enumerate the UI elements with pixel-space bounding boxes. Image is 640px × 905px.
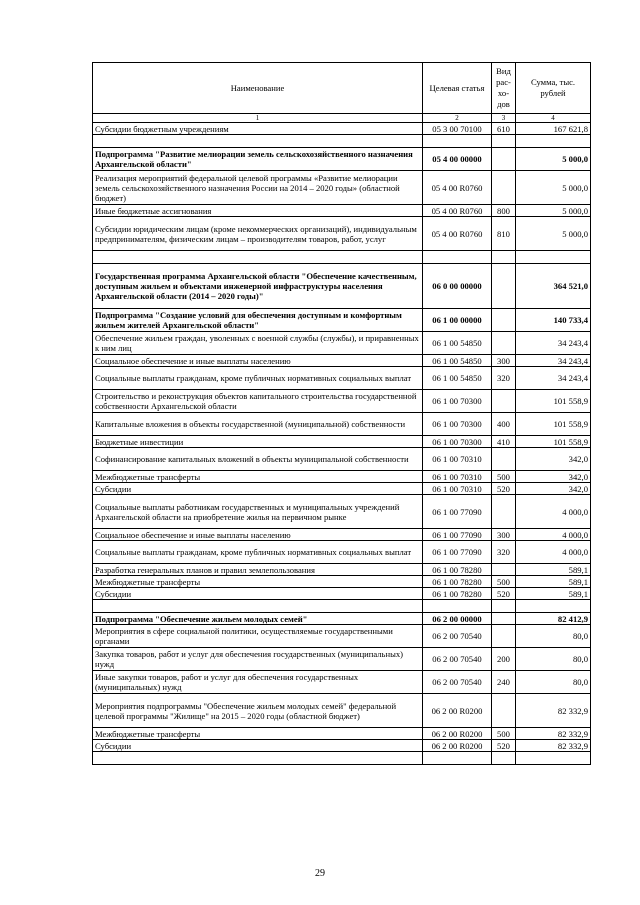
item-name: Межбюджетные трансферты bbox=[93, 576, 423, 588]
table-row bbox=[93, 740, 591, 752]
target-article-code: 06 1 00 70300 bbox=[423, 390, 492, 413]
expense-type-code: 800 bbox=[492, 205, 516, 217]
spacer-cell bbox=[93, 600, 423, 613]
table-row bbox=[93, 171, 591, 205]
target-article-code: 06 2 00 70540 bbox=[423, 671, 492, 694]
expense-type-code: 200 bbox=[492, 648, 516, 671]
item-name: Субсидии bbox=[93, 588, 423, 600]
table-row bbox=[93, 436, 591, 448]
target-article-code: 06 2 00 70540 bbox=[423, 648, 492, 671]
table-row bbox=[93, 671, 591, 694]
amount: 342,0 bbox=[516, 483, 591, 495]
expense-type-code bbox=[492, 448, 516, 471]
target-article-code: 05 4 00 R0760 bbox=[423, 205, 492, 217]
item-name: Субсидии bbox=[93, 740, 423, 752]
expense-type-code: 500 bbox=[492, 471, 516, 483]
amount: 140 733,4 bbox=[516, 309, 591, 332]
amount: 34 243,4 bbox=[516, 367, 591, 390]
item-name: Строительство и реконструкция объектов капитального строительства государственной собственности Архангельской области bbox=[93, 390, 423, 413]
expense-type-code bbox=[492, 264, 516, 309]
spacer-cell bbox=[516, 135, 591, 148]
target-article-code: 05 4 00 00000 bbox=[423, 148, 492, 171]
item-name: Разработка генеральных планов и правил землепользования bbox=[93, 564, 423, 576]
item-name: Мероприятия подпрограммы "Обеспечение жильем молодых семей" федеральной целевой программы "Жилище" на 2015 – 2020 годы (областной бюджет) bbox=[93, 694, 423, 728]
amount: 589,1 bbox=[516, 564, 591, 576]
table-row bbox=[93, 529, 591, 541]
item-name: Государственная программа Архангельской области "Обеспечение качественным, доступным жильем и объектами инженерной инфраструктуры населения Архангельской области (2014 – 2020 годы)" bbox=[93, 264, 423, 309]
header-row bbox=[93, 63, 591, 114]
item-name: Закупка товаров, работ и услуг для обеспечения государственных (муниципальных) нужд bbox=[93, 648, 423, 671]
amount: 82 332,9 bbox=[516, 740, 591, 752]
program-heading-row bbox=[93, 148, 591, 171]
item-name: Подпрограмма "Создание условий для обеспечения доступным и комфортным жильем жителей Архангельской области" bbox=[93, 309, 423, 332]
table-row bbox=[93, 217, 591, 251]
expense-type-code bbox=[492, 694, 516, 728]
target-article-code: 06 1 00 78280 bbox=[423, 564, 492, 576]
item-name: Социальные выплаты гражданам, кроме публичных нормативных социальных выплат bbox=[93, 367, 423, 390]
spacer-cell bbox=[93, 251, 423, 264]
target-article-code: 06 1 00 70300 bbox=[423, 413, 492, 436]
table-row bbox=[93, 332, 591, 355]
table-row bbox=[93, 728, 591, 740]
amount: 101 558,9 bbox=[516, 436, 591, 448]
amount: 342,0 bbox=[516, 471, 591, 483]
column-number-row bbox=[93, 114, 591, 123]
item-name: Субсидии bbox=[93, 483, 423, 495]
table-row bbox=[93, 123, 591, 135]
header-target-article: Целевая статья bbox=[423, 63, 492, 114]
amount: 589,1 bbox=[516, 588, 591, 600]
spacer-cell bbox=[423, 251, 492, 264]
item-name: Подпрограмма "Развитие мелиорации земель сельскохозяйственного назначения Архангельской области" bbox=[93, 148, 423, 171]
budget-table bbox=[92, 62, 591, 765]
header-sum: Сумма, тыс. рублей bbox=[516, 63, 591, 114]
amount: 80,0 bbox=[516, 625, 591, 648]
target-article-code: 05 4 00 R0760 bbox=[423, 217, 492, 251]
spacer-cell bbox=[93, 752, 423, 765]
expense-type-code: 500 bbox=[492, 576, 516, 588]
amount: 5 000,0 bbox=[516, 171, 591, 205]
table-row bbox=[93, 471, 591, 483]
table-row bbox=[93, 541, 591, 564]
table-row bbox=[93, 413, 591, 436]
expense-type-code bbox=[492, 390, 516, 413]
target-article-code: 06 1 00 77090 bbox=[423, 529, 492, 541]
amount: 167 621,8 bbox=[516, 123, 591, 135]
spacer-cell bbox=[423, 752, 492, 765]
target-article-code: 06 2 00 R0200 bbox=[423, 694, 492, 728]
table-row bbox=[93, 390, 591, 413]
table-row bbox=[93, 625, 591, 648]
table-row bbox=[93, 648, 591, 671]
target-article-code: 06 0 00 00000 bbox=[423, 264, 492, 309]
page-number: 29 bbox=[315, 868, 325, 879]
item-name: Межбюджетные трансферты bbox=[93, 471, 423, 483]
item-name: Иные бюджетные ассигнования bbox=[93, 205, 423, 217]
spacer-cell bbox=[492, 752, 516, 765]
item-name: Мероприятия в сфере социальной политики, осуществляемые государственными органами bbox=[93, 625, 423, 648]
amount: 34 243,4 bbox=[516, 355, 591, 367]
target-article-code: 06 1 00 70310 bbox=[423, 471, 492, 483]
expense-type-code bbox=[492, 625, 516, 648]
expense-type-code: 320 bbox=[492, 367, 516, 390]
spacer-row bbox=[93, 135, 591, 148]
expense-type-code: 300 bbox=[492, 529, 516, 541]
amount: 80,0 bbox=[516, 671, 591, 694]
target-article-code: 06 1 00 54850 bbox=[423, 332, 492, 355]
target-article-code: 06 1 00 70310 bbox=[423, 483, 492, 495]
target-article-code: 06 1 00 70310 bbox=[423, 448, 492, 471]
expense-type-code: 300 bbox=[492, 355, 516, 367]
target-article-code: 06 1 00 78280 bbox=[423, 588, 492, 600]
item-name: Иные закупки товаров, работ и услуг для обеспечения государственных (муниципальных) нужд bbox=[93, 671, 423, 694]
expense-type-code bbox=[492, 148, 516, 171]
item-name: Бюджетные инвестиции bbox=[93, 436, 423, 448]
item-name: Социальные выплаты работникам государственных и муниципальных учреждений Архангельской области на приобретение жилья на первичном рынке bbox=[93, 495, 423, 529]
expense-type-code bbox=[492, 495, 516, 529]
table-row bbox=[93, 367, 591, 390]
amount: 82 332,9 bbox=[516, 694, 591, 728]
table-row bbox=[93, 588, 591, 600]
target-article-code: 06 1 00 54850 bbox=[423, 367, 492, 390]
expense-type-code: 520 bbox=[492, 740, 516, 752]
item-name: Межбюджетные трансферты bbox=[93, 728, 423, 740]
expense-type-code: 610 bbox=[492, 123, 516, 135]
amount: 101 558,9 bbox=[516, 413, 591, 436]
amount: 5 000,0 bbox=[516, 148, 591, 171]
spacer-cell bbox=[492, 600, 516, 613]
amount: 4 000,0 bbox=[516, 495, 591, 529]
spacer-cell bbox=[423, 135, 492, 148]
header-expense-type: Вид рас-хо-дов bbox=[492, 63, 516, 114]
spacer-cell bbox=[492, 251, 516, 264]
expense-type-code bbox=[492, 613, 516, 625]
expense-type-code: 520 bbox=[492, 483, 516, 495]
amount: 5 000,0 bbox=[516, 205, 591, 217]
amount: 364 521,0 bbox=[516, 264, 591, 309]
expense-type-code: 810 bbox=[492, 217, 516, 251]
item-name: Обеспечение жильем граждан, уволенных с военной службы (службы), и приравненных к ним лиц bbox=[93, 332, 423, 355]
spacer-cell bbox=[423, 600, 492, 613]
expense-type-code: 400 bbox=[492, 413, 516, 436]
table-row bbox=[93, 694, 591, 728]
amount: 101 558,9 bbox=[516, 390, 591, 413]
item-name: Субсидии бюджетным учреждениям bbox=[93, 123, 423, 135]
target-article-code: 06 2 00 70540 bbox=[423, 625, 492, 648]
target-article-code: 05 4 00 R0760 bbox=[423, 171, 492, 205]
target-article-code: 06 1 00 00000 bbox=[423, 309, 492, 332]
program-heading-row bbox=[93, 613, 591, 625]
spacer-cell bbox=[492, 135, 516, 148]
expense-type-code bbox=[492, 309, 516, 332]
target-article-code: 06 2 00 R0200 bbox=[423, 728, 492, 740]
target-article-code: 06 1 00 70300 bbox=[423, 436, 492, 448]
table-row bbox=[93, 495, 591, 529]
expense-type-code bbox=[492, 171, 516, 205]
spacer-cell bbox=[516, 251, 591, 264]
amount: 34 243,4 bbox=[516, 332, 591, 355]
expense-type-code: 240 bbox=[492, 671, 516, 694]
amount: 82 412,9 bbox=[516, 613, 591, 625]
item-name: Социальное обеспечение и иные выплаты населению bbox=[93, 529, 423, 541]
item-name: Реализация мероприятий федеральной целевой программы «Развитие мелиорации земель сельскохозяйственного назначения России на 2014 – 2020 годы» (областной бюджет) bbox=[93, 171, 423, 205]
amount: 589,1 bbox=[516, 576, 591, 588]
table-row bbox=[93, 564, 591, 576]
item-name: Социальное обеспечение и иные выплаты населению bbox=[93, 355, 423, 367]
item-name: Социальные выплаты гражданам, кроме публичных нормативных социальных выплат bbox=[93, 541, 423, 564]
column-number: 2 bbox=[423, 114, 492, 123]
target-article-code: 06 2 00 00000 bbox=[423, 613, 492, 625]
target-article-code: 06 1 00 77090 bbox=[423, 541, 492, 564]
program-heading-row bbox=[93, 264, 591, 309]
program-heading-row bbox=[93, 309, 591, 332]
column-number: 4 bbox=[516, 114, 591, 123]
table-row bbox=[93, 355, 591, 367]
item-name: Капитальные вложения в объекты государственной (муниципальной) собственности bbox=[93, 413, 423, 436]
expense-type-code: 410 bbox=[492, 436, 516, 448]
expense-type-code bbox=[492, 332, 516, 355]
amount: 80,0 bbox=[516, 648, 591, 671]
target-article-code: 06 1 00 77090 bbox=[423, 495, 492, 529]
spacer-row bbox=[93, 752, 591, 765]
expense-type-code: 500 bbox=[492, 728, 516, 740]
target-article-code: 05 3 00 70100 bbox=[423, 123, 492, 135]
expense-type-code: 520 bbox=[492, 588, 516, 600]
amount: 4 000,0 bbox=[516, 541, 591, 564]
column-number: 3 bbox=[492, 114, 516, 123]
spacer-row bbox=[93, 600, 591, 613]
table-row bbox=[93, 448, 591, 471]
amount: 342,0 bbox=[516, 448, 591, 471]
spacer-cell bbox=[516, 752, 591, 765]
spacer-cell bbox=[93, 135, 423, 148]
spacer-row bbox=[93, 251, 591, 264]
item-name: Софинансирование капитальных вложений в объекты муниципальной собственности bbox=[93, 448, 423, 471]
column-number: 1 bbox=[93, 114, 423, 123]
table-row bbox=[93, 205, 591, 217]
table-row bbox=[93, 483, 591, 495]
target-article-code: 06 1 00 54850 bbox=[423, 355, 492, 367]
amount: 4 000,0 bbox=[516, 529, 591, 541]
item-name: Субсидии юридическим лицам (кроме некоммерческих организаций), индивидуальным предпринимателям, физическим лицам – производителям товаров, работ, услуг bbox=[93, 217, 423, 251]
expense-type-code: 320 bbox=[492, 541, 516, 564]
amount: 82 332,9 bbox=[516, 728, 591, 740]
target-article-code: 06 1 00 78280 bbox=[423, 576, 492, 588]
header-name: Наименование bbox=[93, 63, 423, 114]
spacer-cell bbox=[516, 600, 591, 613]
expense-type-code bbox=[492, 564, 516, 576]
table-row bbox=[93, 576, 591, 588]
item-name: Подпрограмма "Обеспечение жильем молодых семей" bbox=[93, 613, 423, 625]
table-body bbox=[93, 63, 591, 765]
target-article-code: 06 2 00 R0200 bbox=[423, 740, 492, 752]
amount: 5 000,0 bbox=[516, 217, 591, 251]
